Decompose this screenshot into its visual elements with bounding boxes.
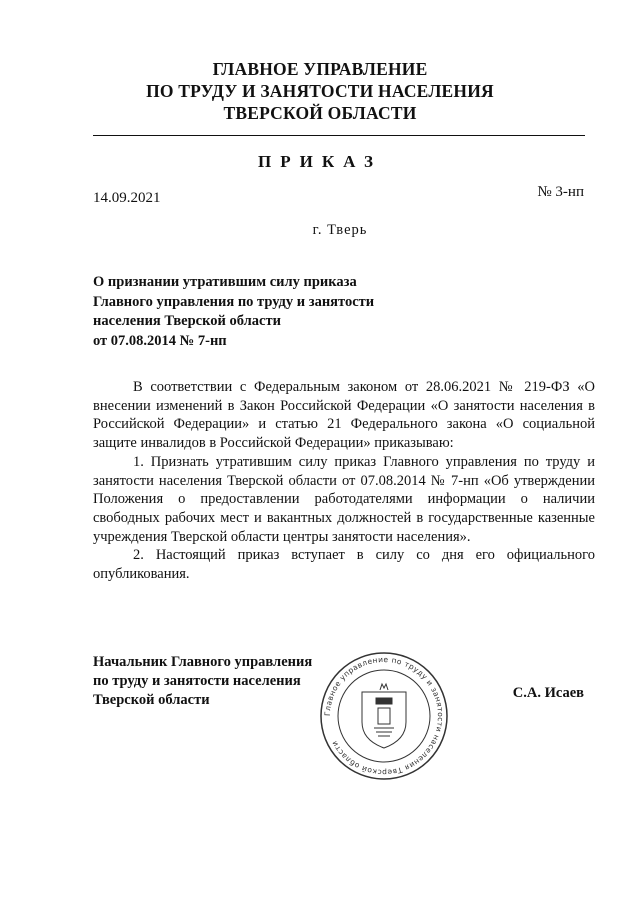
order-body — [93, 378, 595, 584]
seal-ring-text: Главное управление по труду и занятости населения Тверской области — [322, 654, 446, 778]
signatory-name: С.А. Исаев — [512, 685, 584, 701]
header-divider — [93, 135, 585, 136]
subject-line-4: от 07.08.2014 № 7-нп — [93, 332, 227, 349]
signatory-position-line-3: Тверской области — [93, 692, 210, 708]
subject-line-1: О признании утратившим силу приказа — [93, 274, 357, 290]
order-city: г. Тверь — [312, 222, 368, 238]
body-paragraph-item-1: 1. Признать утратившим силу приказ Главного управления по труду и занятости населения Тверской области от 07.08.2014 № 7-нп «Об утверждении Положения о предоставлении работодателями информации о наличии свободных рабочих мест и вакантных должностей в государственные казенные учреждения Тверской области центры занятости населения». — [93, 453, 595, 545]
order-subject — [93, 273, 453, 351]
header-line-2: ПО ТРУДУ И ЗАНЯТОСТИ НАСЕЛЕНИЯ — [146, 81, 494, 101]
signatory-position-line-1: Начальник Главного управления — [93, 654, 313, 670]
official-seal-icon — [318, 650, 450, 782]
document-header — [0, 58, 640, 124]
header-line-1: ГЛАВНОЕ УПРАВЛЕНИЕ — [212, 59, 428, 79]
subject-line-3: населения Тверской области — [93, 313, 281, 329]
header-line-3: ТВЕРСКОЙ ОБЛАСТИ — [223, 103, 417, 123]
signatory-position-line-2: по труду и занятости населения — [93, 673, 301, 689]
order-title: ПРИКАЗ — [258, 152, 382, 171]
body-paragraph-item-2: 2. Настоящий приказ вступает в силу со дня его официального опубликования. — [93, 547, 595, 583]
order-number: № 3-нп — [537, 184, 584, 200]
coat-of-arms-icon — [362, 684, 406, 748]
order-date: 14.09.2021 — [93, 190, 161, 206]
subject-line-2: Главного управления по труду и занятости — [93, 293, 375, 310]
body-paragraph-preamble: В соответствии с Федеральным законом от 28.06.2021 № 219-ФЗ «О внесении изменений в Закон Российской Федерации «О занятости населения в Российской Федерации» и статью 21 Федерального закона «О социальной защите инвалидов в Российской Федерации» приказываю: — [93, 379, 595, 452]
svg-text:Главное управление по труду и — [323, 655, 445, 777]
